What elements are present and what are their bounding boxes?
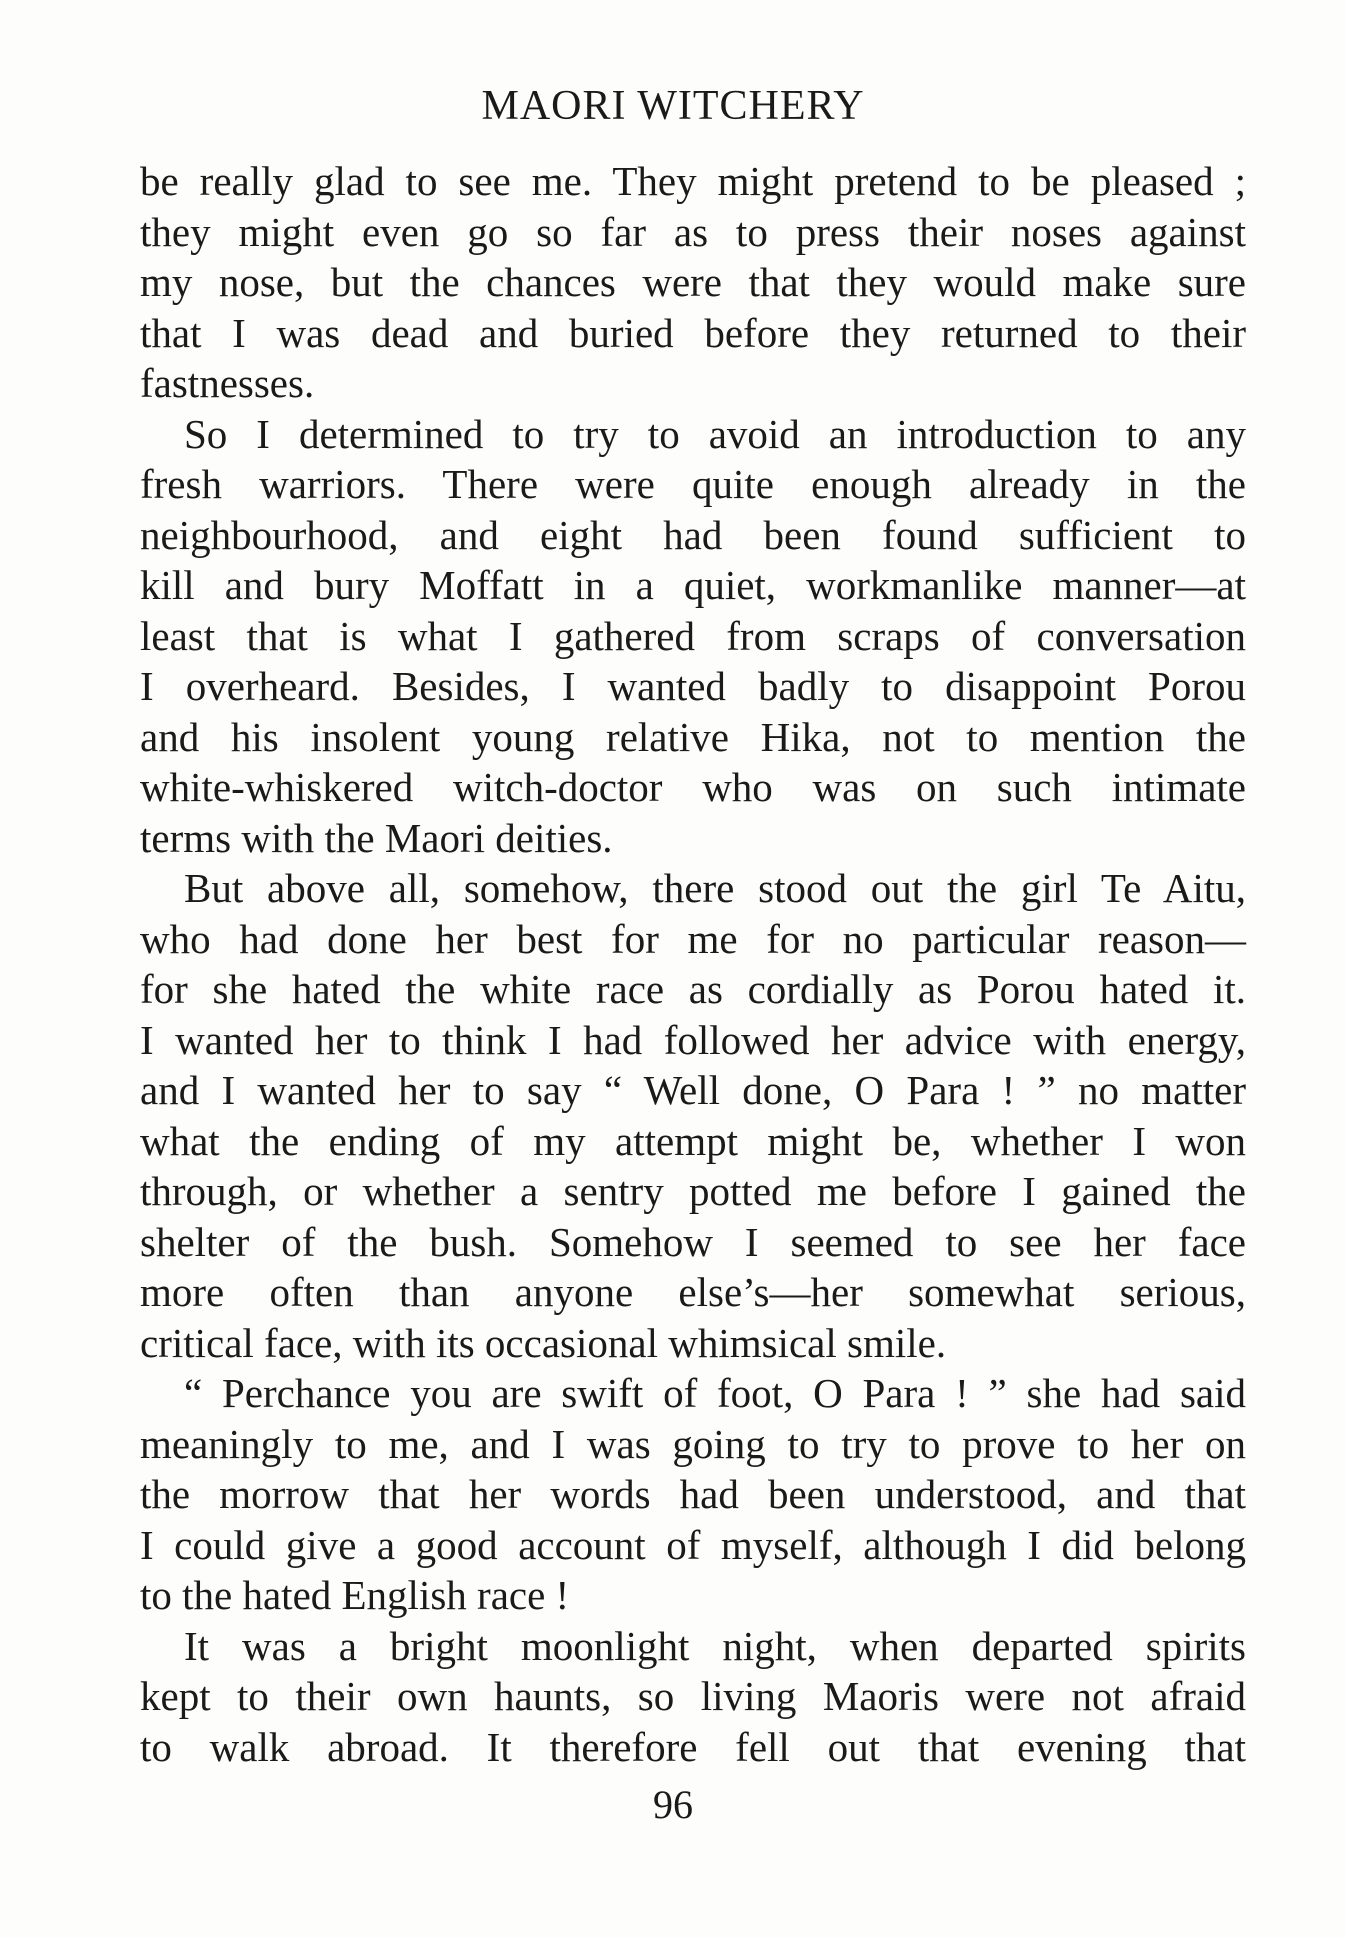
text-line: be really glad to see me. They might pretend to be pleased ; — [140, 158, 1246, 204]
text-line: who had done her best for me for no particular reason— — [140, 915, 1246, 962]
paragraph — [140, 1621, 1246, 1773]
text-line: for she hated the white race as cordially as Porou hated it. — [140, 966, 1246, 1012]
text-line: least that is what I gathered from scraps of conversation — [140, 612, 1246, 659]
text-line: more often than anyone else’s—her somewhat serious, — [140, 1269, 1246, 1315]
paragraph — [140, 156, 1246, 409]
text-line: neighbourhood, and eight had been found sufficient to — [140, 511, 1246, 558]
text-line: meaningly to me, and I was going to try to prove to her on — [140, 1420, 1246, 1467]
text-line: my nose, but the chances were that they would make sure — [140, 259, 1246, 305]
text-line: critical face, with its occasional whimsical smile. — [140, 1319, 947, 1366]
page-number: 96 — [653, 1782, 693, 1827]
text-line: white-whiskered witch-doctor who was on such intimate — [140, 764, 1246, 810]
text-line: and I wanted her to say “ Well done, O Para ! ” no matter — [140, 1067, 1246, 1113]
text-line: “ Perchance you are swift of foot, O Para ! ” she had said — [184, 1370, 1246, 1416]
text-line: through, or whether a sentry potted me before I gained the — [140, 1168, 1246, 1214]
text-line: fresh warriors. There were quite enough already in the — [140, 461, 1246, 507]
text-line: shelter of the bush. Somehow I seemed to see her face — [140, 1218, 1246, 1265]
text-line: terms with the Maori deities. — [140, 814, 613, 861]
text-line: kept to their own haunts, so living Maoris were not afraid — [140, 1673, 1246, 1719]
text-line: that I was dead and buried before they returned to their — [140, 309, 1246, 356]
running-head: MAORI WITCHERY — [481, 83, 865, 129]
text-line: I wanted her to think I had followed her advice with energy, — [140, 1016, 1246, 1063]
text-line: and his insolent young relative Hika, not to mention the — [140, 713, 1246, 760]
text-line: they might even go so far as to press their noses against — [140, 208, 1246, 255]
paragraph — [140, 409, 1246, 864]
paragraph — [140, 1368, 1246, 1621]
text-line: to walk abroad. It therefore fell out that evening that — [140, 1723, 1246, 1770]
text-line: to the hated English race ! — [140, 1572, 570, 1618]
text-line: I could give a good account of myself, although I did belong — [140, 1521, 1246, 1568]
text-line: fastnesses. — [140, 360, 315, 406]
paragraph — [140, 863, 1246, 1368]
text-line: I overheard. Besides, I wanted badly to disappoint Porou — [140, 663, 1246, 709]
text-line: kill and bury Moffatt in a quiet, workmanlike manner—at — [140, 562, 1246, 608]
text-line: But above all, somehow, there stood out the girl Te Aitu, — [184, 865, 1246, 911]
text-line: So I determined to try to avoid an introduction to any — [184, 410, 1246, 457]
text-line: It was a bright moonlight night, when departed spirits — [184, 1622, 1246, 1669]
text-line: what the ending of my attempt might be, whether I won — [140, 1117, 1246, 1164]
body-text — [140, 156, 1246, 1772]
text-line: the morrow that her words had been understood, and that — [140, 1471, 1246, 1517]
